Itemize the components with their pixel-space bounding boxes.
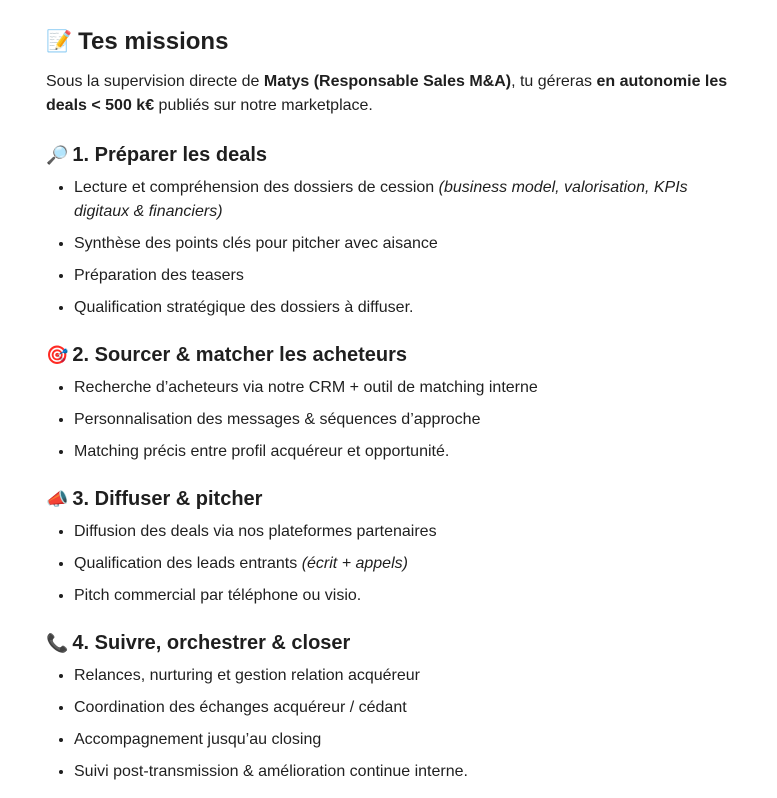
list-item-text: Personnalisation des messages & séquences d’approche (74, 411, 481, 428)
list-item-detail: (business model, valorisation, KPIs digitaux & financiers) (74, 179, 688, 220)
list-item-text: Recherche d’acheteurs via notre CRM + outil de matching interne (74, 379, 538, 396)
list-item-text: Préparation des teasers (74, 267, 244, 284)
memo-icon: 📝 (46, 30, 73, 53)
section-heading-3 (46, 486, 747, 512)
list-item (74, 760, 747, 784)
section-title: 4. Suivre, orchestrer & closer (72, 632, 351, 654)
list-item (74, 264, 747, 288)
page-title-text: Tes missions (78, 28, 229, 55)
list-item-text: Synthèse des points clés pour pitcher avec aisance (74, 235, 438, 252)
section-title: 2. Sourcer & matcher les acheteurs (72, 344, 408, 366)
list-item (74, 696, 747, 720)
list-item-text: Coordination des échanges acquéreur / cédant (74, 699, 407, 716)
list-item-text: Relances, nurturing et gestion relation acquéreur (74, 667, 420, 684)
megaphone-icon: 📣 (46, 489, 69, 509)
list-item-text: Diffusion des deals via nos plateformes partenaires (74, 523, 437, 540)
list-item (74, 376, 747, 400)
section-heading-1 (46, 142, 747, 168)
section-list-1 (46, 176, 747, 320)
magnifier-icon: 🔎 (46, 145, 69, 165)
list-item (74, 728, 747, 752)
page-title (46, 26, 747, 58)
intro-bold-scope: en autonomie les deals < 500 k€ (46, 73, 728, 114)
intro-paragraph (46, 70, 747, 118)
list-item-text: Accompagnement jusqu’au closing (74, 731, 322, 748)
intro-part-3: publiés sur notre marketplace. (154, 97, 373, 114)
list-item (74, 408, 747, 432)
intro-part-1: Sous la supervision directe de (46, 73, 264, 90)
list-item-text: Suivi post-transmission & amélioration continue interne. (74, 763, 468, 780)
list-item-text: Pitch commercial par téléphone ou visio. (74, 587, 362, 604)
section-title: 1. Préparer les deals (72, 144, 267, 166)
list-item (74, 664, 747, 688)
list-item (74, 232, 747, 256)
section-list-2 (46, 376, 747, 464)
list-item (74, 552, 747, 576)
list-item (74, 440, 747, 464)
target-icon: 🎯 (46, 345, 69, 365)
list-item (74, 296, 747, 320)
section-list-4 (46, 664, 747, 784)
list-item (74, 584, 747, 608)
list-item (74, 176, 747, 224)
section-list-3 (46, 520, 747, 608)
phone-icon: 📞 (46, 633, 69, 653)
list-item-text: Qualification des leads entrants (74, 555, 302, 572)
sections-container (46, 142, 747, 784)
intro-bold-supervisor: Matys (Responsable Sales M&A) (263, 73, 512, 90)
section-title: 3. Diffuser & pitcher (72, 488, 263, 510)
section-heading-4 (46, 630, 747, 656)
intro-part-2: , tu géreras (511, 73, 597, 90)
list-item-text: Lecture et compréhension des dossiers de cession (74, 179, 439, 196)
section-heading-2 (46, 342, 747, 368)
list-item-detail: (écrit + appels) (301, 555, 408, 572)
list-item (74, 520, 747, 544)
list-item-text: Matching précis entre profil acquéreur et opportunité. (74, 443, 450, 460)
list-item-text: Qualification stratégique des dossiers à diffuser. (74, 299, 414, 316)
